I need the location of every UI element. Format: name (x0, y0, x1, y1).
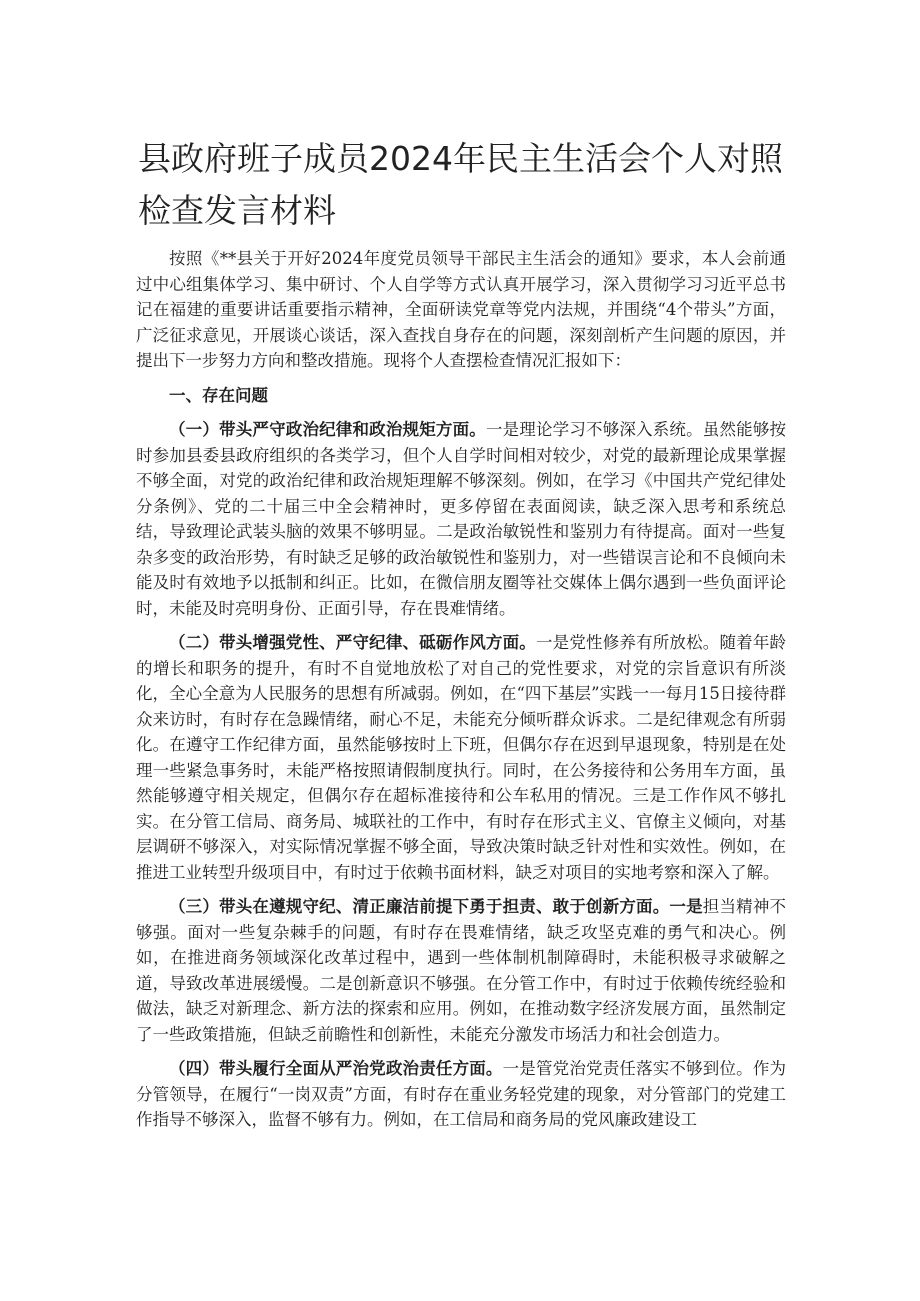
section-paragraph-3 (136, 894, 786, 1047)
section-text-2: 一是党性修养有所放松。随着年龄的增长和职务的提升，有时不自觉地放松了对自己的党性要求，对党的宗旨意识有所淡化，全心全意为人民服务的思想有所减弱。例如，在“四下基层”实践一一每月15日接待群众来访时，有时存在急躁情绪，耐心不足，未能充分倾听群众诉求。二是纪律观念有所弱化。在遵守工作纪律方面，虽然能够按时上下班，但偶尔存在迟到早退现象，特别是在处理一些紧急事务时，未能严格按照请假制度执行。同时，在公务接待和公务用车方面，虽然能够遵守相关规定，但偶尔存在超标准接待和公车私用的情况。三是工作作风不够扎实。在分管工信局、商务局、城联社的工作中，有时存在形式主义、官僚主义倾向，对基层调研不够深入，对实际情况掌握不够全面，导致决策时缺乏针对性和实效性。例如，在推进工业转型升级项目中，有时过于依赖书面材料，缺乏对项目的实地考察和深入了解。 (136, 633, 787, 882)
section-heading: 一、存在问题 (169, 385, 268, 405)
section-lead-1: （一）带头严守政治纪律和政治规矩方面。 (169, 420, 486, 439)
section-text-4: 一是管党治党责任落实不够到位。作为分管领导，在履行“一岗双责”方面，有时存在重业务轻党建的现象，对分管部门的党建工作指导不够深入，监督不够有力。例如，在工信局和商务局的党风廉政建设工 (136, 1059, 787, 1129)
section-paragraph-1 (136, 417, 786, 621)
section-paragraph-2 (136, 630, 786, 885)
intro-paragraph: 按照《**县关于开好2024年度党员领导干部民主生活会的通知》要求，本人会前通过中心组集体学习、集中研讨、个人自学等方式认真开展学习，深入贯彻学习习近平总书记在福建的重要讲话重要指示精神，全面研读党章等党内法规，并围绕“4个带头”方面，广泛征求意见，开展谈心谈话，深入查找自身存在的问题，深刻剖析产生问题的原因，并提出下一步努力方向和整改措施。现将个人查摆检查情况汇报如下： (136, 249, 786, 370)
document-body (136, 246, 786, 1142)
section-text-3: 担当精神不够强。面对一些复杂棘手的问题，有时存在畏难情绪，缺乏攻坚克难的勇气和决心。例如，在推进商务领域深化改革过程中，遇到一些体制机制障碍时，未能积极寻求破解之道，导致改革进展缓慢。二是创新意识不够强。在分管工作中，有时过于依赖传统经验和做法，缺乏对新理念、新方法的探索和应用。例如，在推动数字经济发展方面，虽然制定了一些政策措施，但缺乏前瞻性和创新性，未能充分激发市场活力和社会创造力。 (136, 897, 787, 1044)
document-title: 县政府班子成员2024年民主生活会个人对照检查发言材料 (138, 139, 783, 230)
section-lead-3: （三）带头在遵规守纪、清正廉洁前提下勇于担责、敢于创新方面。一是 (169, 897, 703, 916)
section-lead-4: （四）带头履行全面从严治党政治责任方面。 (169, 1059, 503, 1078)
section-lead-2: （二）带头增强党性、严守纪律、砥砺作风方面。 (169, 633, 536, 652)
section-paragraph-4 (136, 1056, 786, 1133)
section-text-1: 一是理论学习不够深入系统。虽然能够按时参加县委县政府组织的各类学习，但个人自学时间相对较少，对党的最新理论成果掌握不够全面，对党的政治纪律和政治规矩理解不够深刻。例如，在学习《中国共产党纪律处分条例》、党的二十届三中全会精神时，更多停留在表面阅读，缺乏深入思考和系统总结，导致理论武装头脑的效果不够明显。二是政治敏锐性和鉴别力有待提高。面对一些复杂多变的政治形势，有时缺乏足够的政治敏锐性和鉴别力，对一些错误言论和不良倾向未能及时有效地予以抵制和纠正。比如，在微信朋友圈等社交媒体上偶尔遇到一些负面评论时，未能及时亮明身份、正面引导，存在畏难情绪。 (136, 420, 787, 618)
